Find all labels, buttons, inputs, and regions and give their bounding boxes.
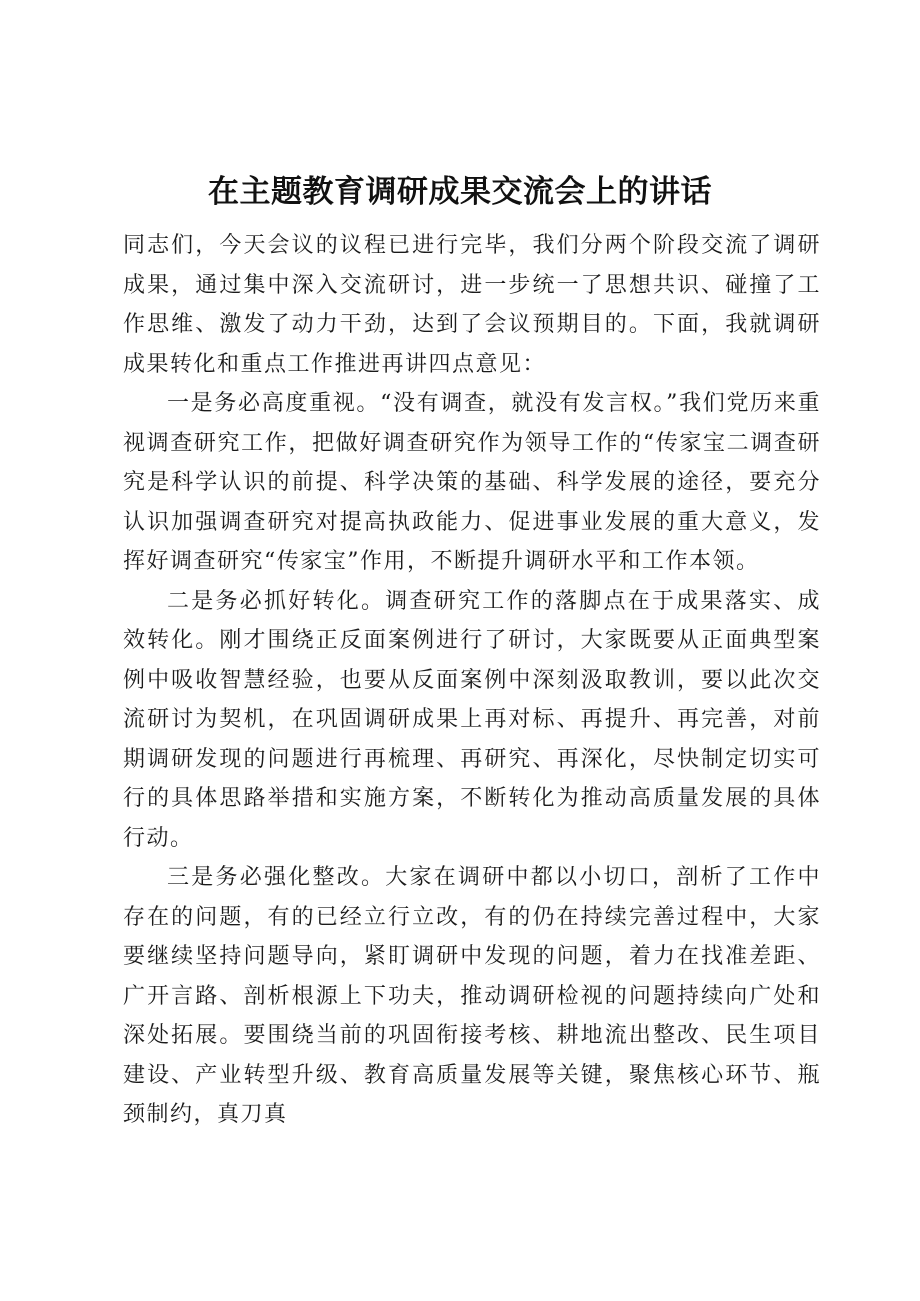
- paragraph-point-one: 一是务必高度重视。“没有调查，就没有发言权。”我们党历来重视调查研究工作，把做好调查研究作为领导工作的“传家宝二调查研究是科学认识的前提、科学决策的基础、科学发展的途径，要充分认识加强调查研究对提高执政能力、促进事业发展的重大意义，发挥好调查研究“传家宝”作用，不断提升调研水平和工作本领。: [123, 391, 821, 574]
- paragraph-intro: 同志们，今天会议的议程已进行完毕，我们分两个阶段交流了调研成果，通过集中深入交流研讨，进一步统一了思想共识、碰撞了工作思维、激发了动力干劲，达到了会议预期目的。下面，我就调研成果转化和重点工作推进再讲四点意见：: [123, 233, 821, 377]
- paragraph-point-two: 二是务必抓好转化。调查研究工作的落脚点在于成果落实、成效转化。刚才围绕正反面案例进行了研讨，大家既要从正面典型案例中吸收智慧经验，也要从反面案例中深刻汲取教训，要以此次交流研讨为契机，在巩固调研成果上再对标、再提升、再完善，对前期调研发现的问题进行再梳理、再研究、再深化，尽快制定切实可行的具体思路举措和实施方案，不断转化为推动高质量发展的具体行动。: [123, 588, 821, 851]
- document-body: [123, 226, 821, 1135]
- paragraph-point-three: 三是务必强化整改。大家在调研中都以小切口，剖析了工作中存在的问题，有的已经立行立改，有的仍在持续完善过程中，大家要继续坚持问题导向，紧盯调研中发现的问题，着力在找准差距、广开言路、剖析根源上下功夫，推动调研检视的问题持续向广处和深处拓展。要围绕当前的巩固衔接考核、耕地流出整改、民生项目建设、产业转型升级、教育高质量发展等关键，聚焦核心环节、瓶颈制约，真刀真: [123, 865, 821, 1127]
- document-title: 在主题教育调研成果交流会上的讲话: [208, 174, 712, 210]
